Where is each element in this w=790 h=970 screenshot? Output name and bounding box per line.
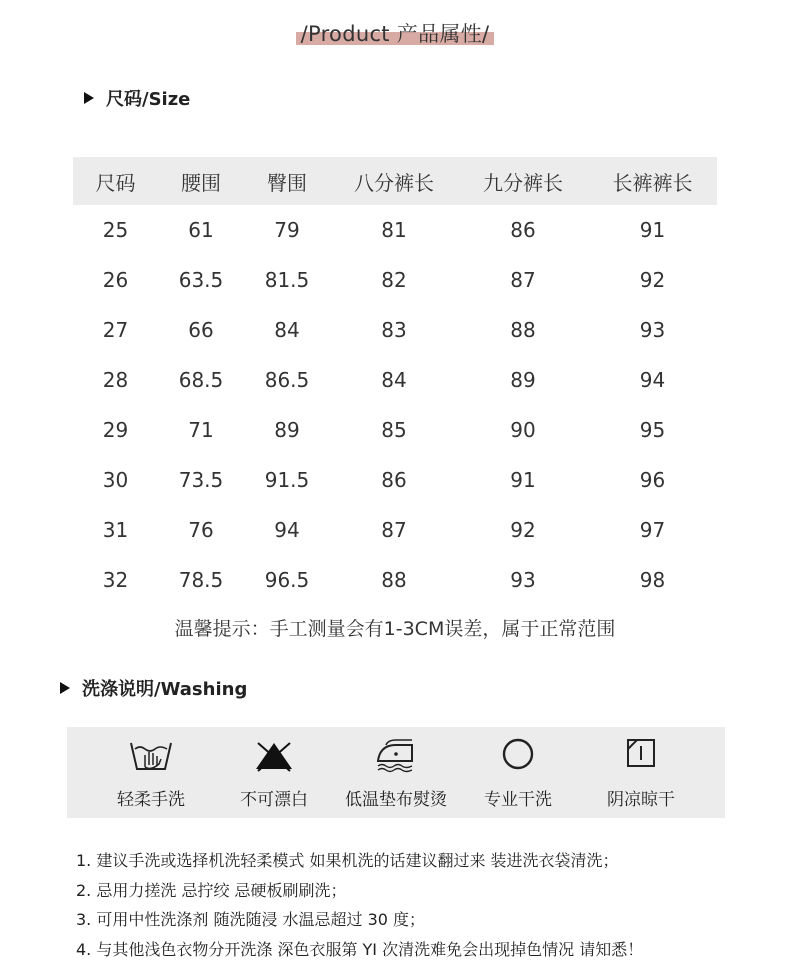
size-table-cell: 83 xyxy=(381,318,407,342)
size-table-cell: 93 xyxy=(510,568,536,592)
size-table-cell: 79 xyxy=(274,218,300,242)
size-table-cell: 89 xyxy=(510,368,536,392)
size-table-cell: 86.5 xyxy=(264,368,310,392)
shade-dry-icon xyxy=(619,737,663,773)
size-table-cell: 31 xyxy=(102,518,129,542)
washing-section-heading xyxy=(60,675,247,701)
size-table-cell: 84 xyxy=(274,318,300,342)
triangle-bullet-icon xyxy=(84,92,94,104)
size-table-cell: 81.5 xyxy=(264,268,310,292)
care-note: 2. 忌用力搓洗 忌拧绞 忌硬板刷刷洗； xyxy=(76,880,347,900)
size-table-cell: 89 xyxy=(274,418,300,442)
header-cell: 长裤裤长 xyxy=(588,157,717,205)
size-table-cell: 78.5 xyxy=(178,568,224,592)
size-table-cell: 63.5 xyxy=(178,268,224,292)
size-table-cell: 25 xyxy=(102,218,129,242)
size-table-cell: 92 xyxy=(510,518,536,542)
size-table-cell: 82 xyxy=(381,268,407,292)
wash-label: 阴凉晾干 xyxy=(607,790,675,810)
hand-wash-icon xyxy=(129,737,173,773)
size-table-cell: 30 xyxy=(102,468,129,492)
no-bleach-icon xyxy=(252,737,296,773)
washing-icons-panel xyxy=(67,727,725,818)
size-table-cell: 85 xyxy=(381,418,407,442)
wash-item-dry-clean xyxy=(468,727,568,818)
size-table-cell: 91.5 xyxy=(264,468,310,492)
wash-label: 低温垫布熨烫 xyxy=(345,790,447,810)
size-table-cell: 98 xyxy=(639,568,666,592)
size-heading-text: 尺码/Size xyxy=(106,89,191,110)
size-table-cell: 71 xyxy=(188,418,214,442)
size-table-cell: 88 xyxy=(381,568,407,592)
washing-heading-text: 洗涤说明/Washing xyxy=(82,679,248,700)
header-cell: 九分裤长 xyxy=(458,157,588,205)
size-table-cell: 91 xyxy=(639,218,666,242)
size-table-cell: 86 xyxy=(381,468,407,492)
wash-item-no-bleach xyxy=(222,727,326,818)
size-table-row xyxy=(73,555,717,605)
size-table-cell: 68.5 xyxy=(178,368,224,392)
size-table-cell: 66 xyxy=(188,318,214,342)
size-table-cell: 73.5 xyxy=(178,468,224,492)
wash-item-hand-wash xyxy=(97,727,205,818)
size-table-cell: 76 xyxy=(188,518,214,542)
header-cell: 臀围 xyxy=(244,157,330,205)
care-note: 1. 建议手洗或选择机洗轻柔模式 如果机洗的话建议翻过来 装进洗衣袋清洗； xyxy=(76,851,619,870)
dry-clean-icon xyxy=(496,737,540,773)
size-table-cell: 27 xyxy=(102,318,129,342)
measurement-tip: 温馨提示：手工测量会有1-3CM误差，属于正常范围 xyxy=(174,618,616,640)
wash-item-low-iron xyxy=(334,727,458,818)
size-table-cell: 86 xyxy=(510,218,536,242)
size-table-row xyxy=(73,505,717,555)
wash-item-shade-dry xyxy=(589,727,693,818)
size-table-row xyxy=(73,355,717,405)
size-table-cell: 91 xyxy=(510,468,536,492)
wash-label: 轻柔手洗 xyxy=(117,790,185,810)
size-table-cell: 95 xyxy=(639,418,666,442)
size-table-row xyxy=(73,305,717,355)
size-table-cell: 93 xyxy=(639,318,666,342)
size-table-row xyxy=(73,405,717,455)
wash-label: 不可漂白 xyxy=(240,790,308,810)
header-cell: 尺码 xyxy=(73,157,158,205)
size-table-cell: 61 xyxy=(188,218,214,242)
size-table-cell: 81 xyxy=(381,218,407,242)
size-table-cell: 87 xyxy=(381,518,407,542)
care-note: 4. 与其他浅色衣物分开洗涤 深色衣服第 YI 次清洗难免会出现掉色情况 请知悉！ xyxy=(76,939,644,959)
page-title: /Product 产品属性/ xyxy=(300,22,490,46)
size-table-cell: 94 xyxy=(639,368,666,392)
size-table-cell: 94 xyxy=(274,518,300,542)
header-cell: 八分裤长 xyxy=(330,157,458,205)
size-table xyxy=(73,157,717,605)
size-table-row xyxy=(73,455,717,505)
care-note: 3. 可用中性洗涤剂 随洗随浸 水温忌超过 30 度； xyxy=(76,910,426,929)
size-table-cell: 84 xyxy=(381,368,407,392)
size-table-cell: 96.5 xyxy=(264,568,310,592)
size-table-cell: 87 xyxy=(510,268,536,292)
size-table-cell: 26 xyxy=(102,268,129,292)
size-table-cell: 97 xyxy=(639,518,666,542)
triangle-bullet-icon xyxy=(60,682,70,694)
size-table-cell: 29 xyxy=(102,418,129,442)
size-table-cell: 90 xyxy=(510,418,536,442)
wash-label: 专业干洗 xyxy=(484,790,552,810)
title-block xyxy=(0,16,790,52)
size-table-cell: 28 xyxy=(102,368,129,392)
size-table-row xyxy=(73,255,717,305)
size-table-header-row xyxy=(73,157,717,205)
size-table-cell: 96 xyxy=(639,468,666,492)
care-notes-list xyxy=(76,848,776,966)
size-table-cell: 88 xyxy=(510,318,536,342)
size-table-cell: 32 xyxy=(102,568,129,592)
size-section-heading xyxy=(84,85,190,111)
size-table-row xyxy=(73,205,717,255)
header-cell: 腰围 xyxy=(158,157,244,205)
low-iron-icon xyxy=(374,737,418,773)
size-table-cell: 92 xyxy=(639,268,666,292)
